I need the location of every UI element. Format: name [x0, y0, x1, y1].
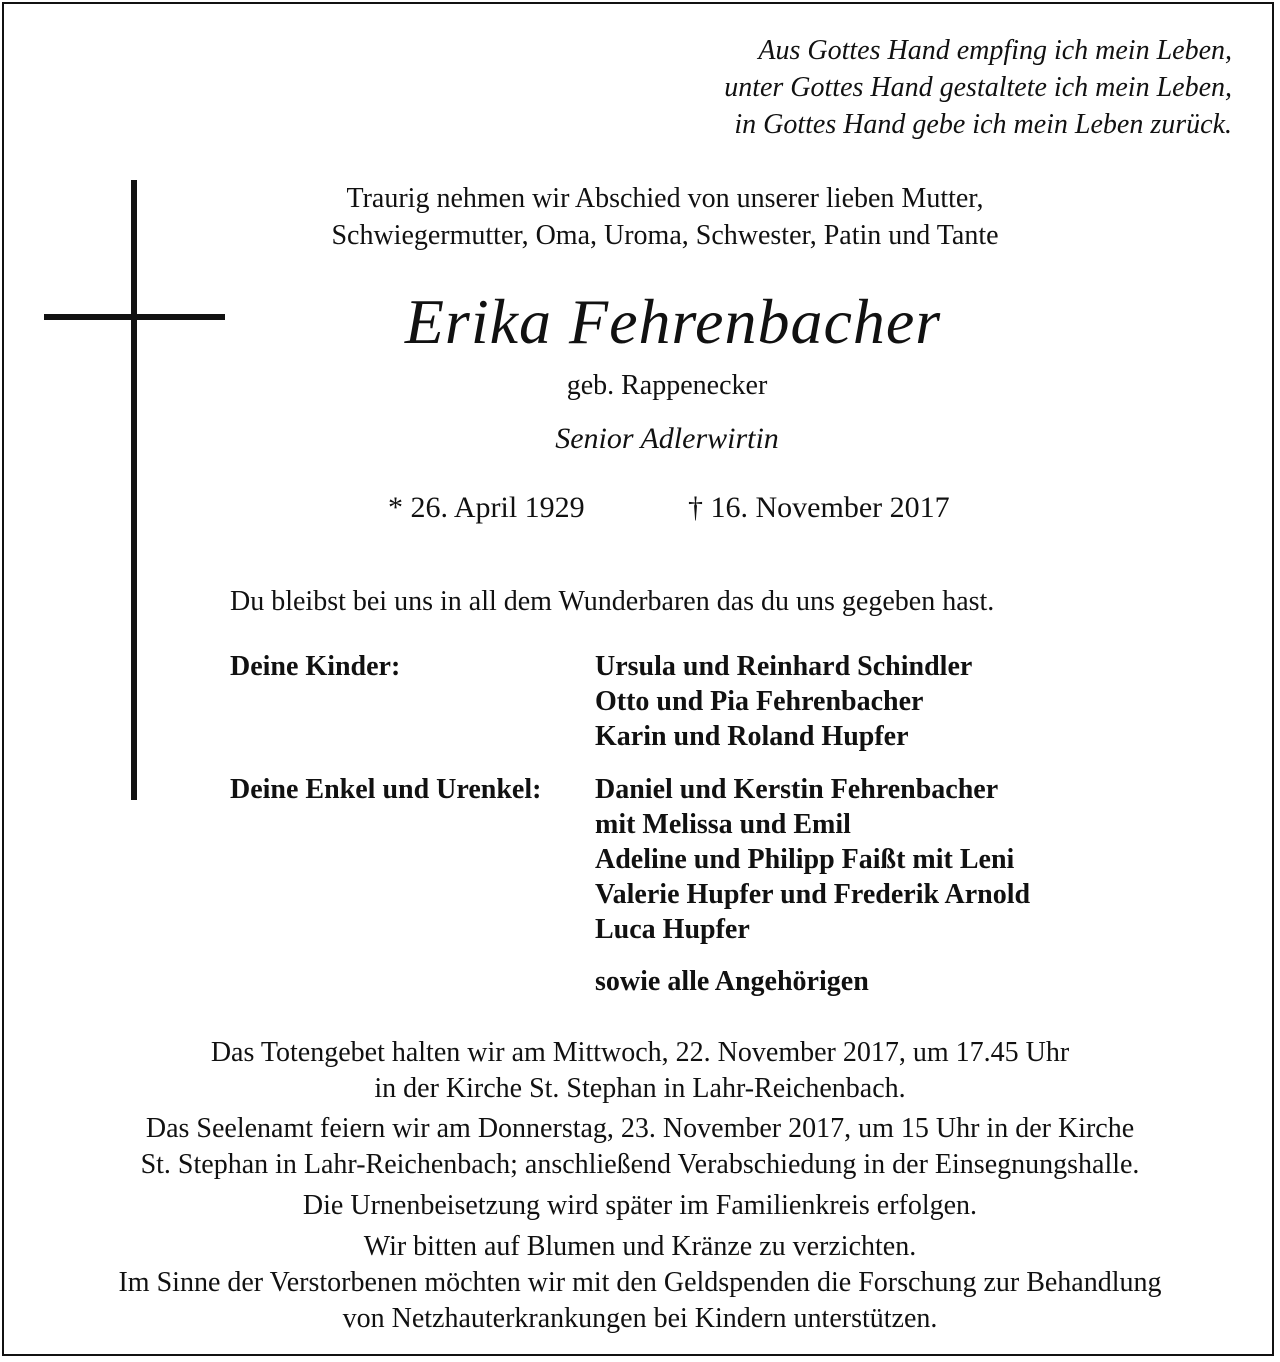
notice-line: Das Totengebet halten wir am Mittwoch, 22. November 2017, um 17.45 Uhr	[210, 1037, 1070, 1068]
children-list	[595, 649, 972, 754]
prayer-notice	[0, 1035, 1280, 1107]
donation-notice	[0, 1229, 1280, 1337]
notice-line: Die Urnenbeisetzung wird später im Familienkreis erfolgen.	[302, 1190, 978, 1221]
notice-line: von Netzhauterkrankungen bei Kindern unterstützen.	[342, 1303, 938, 1334]
intro-line: Schwiegermutter, Oma, Uroma, Schwester, Patin und Tante	[331, 220, 999, 251]
notice-line: in der Kirche St. Stephan in Lahr-Reichenbach.	[374, 1073, 906, 1104]
list-item: Adeline und Philipp Faißt mit Leni	[595, 844, 1015, 875]
cross-icon	[131, 180, 137, 800]
motto-line: in Gottes Hand gebe ich mein Leben zurück.	[734, 109, 1232, 140]
list-item: Daniel und Kerstin Fehrenbacher	[595, 774, 999, 805]
deceased-name: Erika Fehrenbacher	[404, 286, 942, 357]
intro-text	[0, 180, 1280, 254]
grandchildren-list	[595, 772, 1030, 947]
list-item: mit Melissa und Emil	[595, 809, 851, 840]
motto-line: unter Gottes Hand gestaltete ich mein Leben,	[724, 72, 1232, 103]
motto-line: Aus Gottes Hand empfing ich mein Leben,	[758, 35, 1232, 66]
notice-line: Im Sinne der Verstorbenen möchten wir mit den Geldspenden die Forschung zur Behandlung	[118, 1267, 1162, 1298]
birth-date: * 26. April 1929	[388, 491, 585, 524]
requiem-notice	[0, 1111, 1280, 1183]
grandchildren-label: Deine Enkel und Urenkel:	[230, 774, 542, 805]
urn-notice	[0, 1188, 1280, 1224]
list-item: Otto und Pia Fehrenbacher	[595, 686, 924, 717]
farewell-quote: Du bleibst bei uns in all dem Wunderbaren das du uns gegeben hast.	[230, 586, 995, 617]
list-item: Karin und Roland Hupfer	[595, 721, 909, 752]
list-item: Ursula und Reinhard Schindler	[595, 651, 973, 682]
death-date: † 16. November 2017	[688, 491, 950, 524]
relatives-closing: sowie alle Angehörigen	[595, 966, 869, 997]
children-label: Deine Kinder:	[230, 651, 401, 682]
motto-verse	[724, 32, 1232, 143]
list-item: Valerie Hupfer und Frederik Arnold	[595, 879, 1031, 910]
list-item: Luca Hupfer	[595, 914, 750, 945]
notice-line: St. Stephan in Lahr-Reichenbach; anschließend Verabschiedung in der Einsegnungshalle.	[140, 1149, 1140, 1180]
birth-name: geb. Rappenecker	[566, 370, 768, 401]
intro-line: Traurig nehmen wir Abschied von unserer lieben Mutter,	[346, 183, 984, 214]
deceased-title: Senior Adlerwirtin	[555, 422, 779, 455]
notice-line: Wir bitten auf Blumen und Kränze zu verzichten.	[363, 1231, 917, 1262]
notice-line: Das Seelenamt feiern wir am Donnerstag, 23. November 2017, um 15 Uhr in der Kirche	[145, 1113, 1135, 1144]
